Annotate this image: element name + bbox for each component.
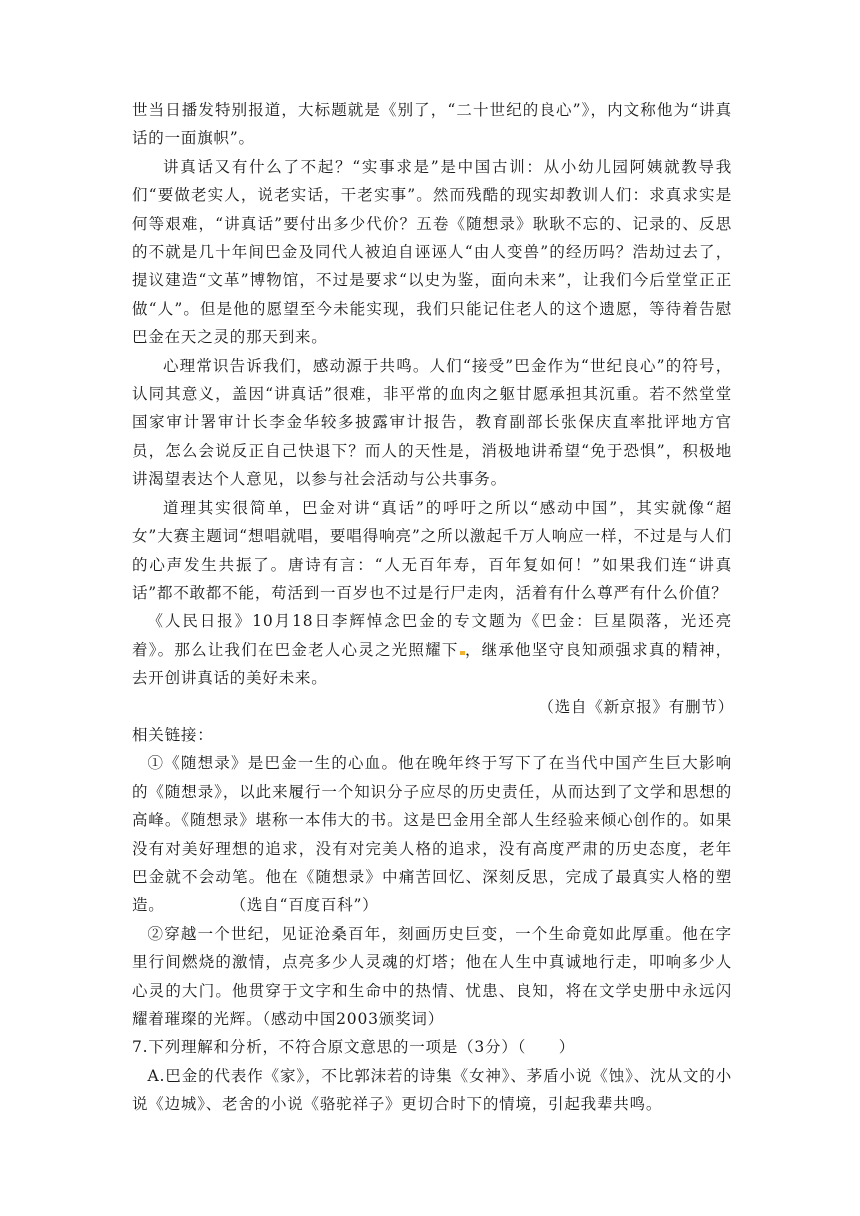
related-item-1-text: ①《随想录》是巴金一生的心血。他在晚年终于写下了在当代中国产生巨大影响的《随想录》，以此来履行一个知识分子应尽的历史责任，从而达到了文学和思想的高峰。《随想录》堪称一本伟大的书。这是巴金用全部人生经验来倾心创作的。如果没有对美好理想的追求，没有对完美人格的追求，没有高度严肃的历史态度，老年巴金就不会动笔。他在《随想录》中痛苦回忆、深刻反思，完成了最真实人格的塑造。 [132,754,732,915]
question-7-stem: 7.下列理解和分析，不符合原文意思的一项是（3分）（ ） [132,1038,576,1057]
article-paragraph-5-part-b: ，继承他坚守良知顽强求真的精神，去开创讲真话的美好未来。 [132,640,732,688]
related-item-2: ②穿越一个世纪，见证沧桑百年，刻画历史巨变，一个生命竟如此厚重。他在字里行间燃烧的激情，点亮多少人灵魂的灯塔；他在人生中真诚地行走，叩响多少人心灵的大门。他贯穿于文字和生命中的热情、忧患、良知，将在文学史册中永远闪耀着璀璨的光辉。（感动中国2003颁奖词） [132,924,732,1028]
article-paragraph-5-part-a: 《人民日报》10月18日李辉悼念巴金的专文题为《巴金：巨星陨落，光还亮着》。那么让我们在巴金老人心灵之光照耀下 [132,612,732,659]
article-paragraph-2: 讲真话又有什么了不起？“实事求是”是中国古训：从小幼儿园阿姨就教导我们“要做老实人，说老实话，干老实事”。然而残酷的现实却教训人们：求真求实是何等艰难，“讲真话”要付出多少代价？五卷《随想录》耿耿不忘的、记录的、反思的不就是几十年间巴金及同代人被迫自诬诬人“由人变兽”的经历吗？浩劫过去了，提议建造“文革”博物馆，不过是要求“以史为鉴，面向未来”，让我们今后堂堂正正做“人”。但是他的愿望至今未能实现，我们只能记住老人的这个遗愿，等待着告慰巴金在天之灵的那天到来。 [132,157,732,347]
article-source: （选自《新京报》有删节） [538,697,734,716]
question-7-option-a: A.巴金的代表作《家》，不比郭沫若的诗集《女神》、茅盾小说《蚀》、沈从文的小说《边城》、老舍的小说《骆驼祥子》更切合时下的情境，引起我辈共鸣。 [132,1066,732,1114]
related-links-title: 相关链接： [132,725,214,744]
article-paragraph-5 [132,607,732,692]
related-item-1 [132,749,732,919]
article-paragraph-4: 道理其实很简单，巴金对讲“真话”的呼吁之所以“感动中国”，其实就像“超女”大赛主题词“想唱就唱，要唱得响亮”之所以激起千万人响应一样，不过是与人们的心声发生共振了。唐诗有言：“人无百年寿，百年复如何！”如果我们连“讲真话”都不敢都不能，苟活到一百岁也不过是行尸走肉，活着有什么尊严有什么价值？ [132,498,732,602]
article-paragraph-1: 世当日播发特别报道，大标题就是《别了，“二十世纪的良心”》，内文称他为“讲真话的一面旗帜”。 [132,101,732,148]
related-item-1-source: （选自“百度百科”） [238,896,379,915]
article-paragraph-3: 心理常识告诉我们，感动源于共鸣。人们“接受”巴金作为“世纪良心”的符号，认同其意义，盖因“讲真话”很难，非平常的血肉之躯甘愿承担其沉重。若不然堂堂国家审计署审计长李金华较多披露审计报告，教育副部长张保庆直率批评地方官员，怎么会说反正自己快退下？而人的天性是，消极地讲希望“免于恐惧”，积极地讲渴望表达个人意见，以参与社会活动与公共事务。 [132,356,732,489]
